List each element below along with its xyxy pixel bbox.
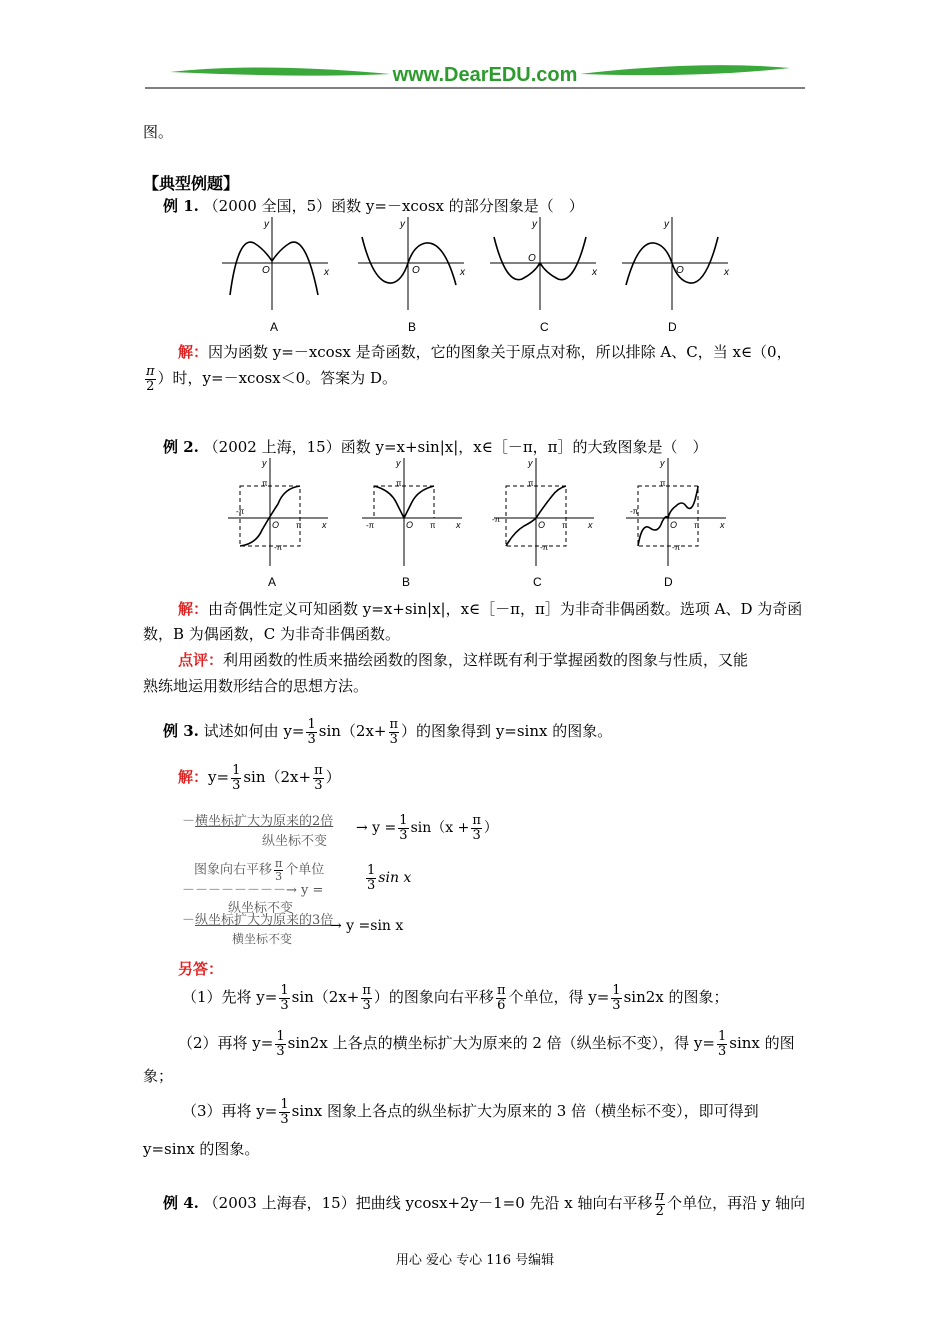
ex3-alt-label: 另答： xyxy=(178,960,224,978)
ex2-stem-text: （2002 上海，15）函数 y=x+sin|x|，x∈［－π，π］的大致图象是（ ） xyxy=(203,438,708,456)
svg-text:y: y xyxy=(528,458,533,468)
ex3-step1: －横坐标扩大为原来的2倍 纵坐标不变 xyxy=(182,814,334,849)
ex2-option-a: A xyxy=(268,575,277,589)
ex1-label: 例 1. xyxy=(163,197,199,215)
svg-text:-π: -π xyxy=(236,507,245,516)
ex1-solution xyxy=(178,341,792,362)
svg-text:O: O xyxy=(262,265,270,276)
ex2-comment-line1: 利用函数的性质来描绘函数的图象，这样既有利于掌握函数的图象与性质，又能 xyxy=(223,651,749,669)
ex2-option-c: C xyxy=(533,575,542,589)
ex1-option-c: C xyxy=(540,320,549,334)
ex3-step3: －纵坐标扩大为原来的3倍 横坐标不变 xyxy=(182,913,334,946)
svg-text:O: O xyxy=(528,253,536,264)
svg-text:-π: -π xyxy=(274,543,283,552)
svg-text:x: x xyxy=(724,267,729,278)
svg-text:-π: -π xyxy=(672,543,681,552)
svg-text:O: O xyxy=(272,520,280,530)
ex3-alt1: （1）先将 y= $\frac{1}{3}$ sin（2x+ $\frac{\pi}{3}$ ）的图象向右平移 $\frac{\pi}{6}$ 个单位，得 y= $\frac{1}{3}$ sin2x 的图象； xyxy=(182,983,729,1013)
svg-text:π: π xyxy=(262,479,268,488)
ex1-option-d: D xyxy=(668,320,677,334)
logo-text: www.DearEDU.com xyxy=(392,64,578,86)
ex2-sol-label: 解： xyxy=(178,600,209,618)
ex1-stem-text: （2000 全国，5）函数 y=－xcosx 的部分图象是（ ） xyxy=(203,197,584,215)
svg-text:π: π xyxy=(562,521,568,530)
section-title: 【典型例题】 xyxy=(143,174,240,193)
svg-text:-π: -π xyxy=(366,521,375,530)
svg-text:O: O xyxy=(670,520,678,530)
svg-text:-π: -π xyxy=(630,507,639,516)
ex3-alt2-line2: 象； xyxy=(143,1067,174,1085)
ex2-option-b: B xyxy=(402,575,411,589)
svg-text:x: x xyxy=(720,520,725,530)
svg-text:y: y xyxy=(264,219,269,230)
intro-text: 图。 xyxy=(143,123,174,141)
ex2-graph-a xyxy=(228,458,328,566)
svg-text:-π: -π xyxy=(540,543,549,552)
ex1-sol-line1: 因为函数 y=－xcosx 是奇函数，它的图象关于原点对称，所以排除 A、C，当 x∈（0， xyxy=(208,343,792,361)
ex1-graphs xyxy=(220,215,740,335)
ex2-graph-c xyxy=(492,458,594,566)
ex3-alt2: （2）再将 y= $\frac{1}{3}$ sin2x 上各点的横坐标扩大为原来的 2 倍（纵坐标不变），得 y= $\frac{1}{3}$ sinx 的图 xyxy=(178,1029,795,1059)
svg-text:y: y xyxy=(262,458,267,468)
ex1-graph-c xyxy=(490,217,598,310)
svg-text:π: π xyxy=(296,521,302,530)
ex3-label: 例 3. xyxy=(163,722,199,741)
page-footer: 用心 爱心 专心 116 号编辑 xyxy=(395,1253,555,1268)
ex1-option-b: B xyxy=(408,320,417,334)
ex3-step1-result: → y = $\frac{1}{3}$ sin（x + $\frac{\pi}{3}$ ） xyxy=(356,813,498,843)
ex2-option-d: D xyxy=(664,575,673,589)
ex4-stem: 例 4. （2003 上海春，15）把曲线 ycosx+2y－1=0 先沿 x 轴向右平移 $\frac{\pi}{2}$ 个单位，再沿 y 轴向 xyxy=(163,1189,806,1219)
svg-text:x: x xyxy=(460,267,465,278)
ex1-pi-over-2: $\frac{\pi}{2}$ xyxy=(146,364,155,394)
svg-text:O: O xyxy=(412,265,420,276)
ex2-comment-line2: 熟练地运用数形结合的思想方法。 xyxy=(143,677,369,695)
ex2-label: 例 2. xyxy=(163,438,199,456)
svg-text:x: x xyxy=(456,520,461,530)
svg-text:O: O xyxy=(406,520,414,530)
ex3-step2-result: $\frac{1}{3}$ sin x xyxy=(367,863,412,893)
svg-text:y: y xyxy=(664,219,669,230)
ex2-graph-b xyxy=(362,458,462,566)
svg-text:x: x xyxy=(322,520,327,530)
svg-text:y: y xyxy=(660,458,665,468)
svg-text:x: x xyxy=(588,520,593,530)
svg-text:π: π xyxy=(694,521,700,530)
ex2-graph-d xyxy=(626,458,726,566)
svg-text:x: x xyxy=(324,267,329,278)
ex1-sol-line2: ）时，y=－xcosx＜0。答案为 D。 xyxy=(157,369,397,388)
ex3-alt3: （3）再将 y= $\frac{1}{3}$ sinx 图象上各点的纵坐标扩大为原来的 3 倍（横坐标不变），即可得到 xyxy=(182,1097,759,1127)
svg-text:-π: -π xyxy=(492,515,501,524)
ex3-stem: 例 3. 试述如何由 y= $\frac{1}{3}$ sin（2x+ $\frac{\pi}{3}$ ）的图象得到 y=sinx 的图象。 xyxy=(163,717,613,747)
ex1-graph-a xyxy=(222,217,330,310)
svg-text:O: O xyxy=(538,520,546,530)
ex1-option-a: A xyxy=(270,320,279,334)
svg-text:π: π xyxy=(396,479,402,488)
ex2-comment xyxy=(178,649,748,670)
ex2-solution xyxy=(178,598,802,619)
svg-text:π: π xyxy=(660,479,666,488)
svg-text:O: O xyxy=(676,265,684,276)
ex1-stem xyxy=(163,195,584,216)
ex2-graphs xyxy=(226,456,726,576)
svg-text:y: y xyxy=(532,219,537,230)
ex1-solution-line2 xyxy=(143,365,397,393)
ex1-graph-d xyxy=(622,217,730,310)
svg-text:y: y xyxy=(396,458,401,468)
svg-text:π: π xyxy=(528,479,534,488)
ex3-step3-result: → y =sin x xyxy=(330,918,404,934)
ex2-comment-label: 点评： xyxy=(178,651,224,669)
ex2-sol-line1: 由奇偶性定义可知函数 y=x+sin|x|，x∈［－π，π］为非奇非偶函数。选项 A、D 为奇函 xyxy=(208,600,803,618)
header-logo xyxy=(140,58,810,92)
svg-text:y: y xyxy=(400,219,405,230)
ex4-label: 例 4. xyxy=(163,1194,199,1213)
ex3-sol-label: 解： xyxy=(178,768,209,787)
svg-text:x: x xyxy=(592,267,597,278)
ex3-solution: 解：y= $\frac{1}{3}$ sin（2x+ $\frac{\pi}{3}$ ） xyxy=(178,763,341,793)
ex2-stem xyxy=(163,436,708,457)
ex3-step2: 图象向右平移 $\frac{\pi}{3}$ 个单位 －－－－－－－－→ y = 纵坐标不变 xyxy=(182,857,325,917)
ex3-alt3-line2: y=sinx 的图象。 xyxy=(143,1140,260,1158)
ex1-sol-label: 解： xyxy=(178,343,209,361)
ex2-sol-line2: 数，B 为偶函数，C 为非奇非偶函数。 xyxy=(143,625,401,643)
svg-text:π: π xyxy=(430,521,436,530)
ex1-graph-b xyxy=(358,217,466,310)
